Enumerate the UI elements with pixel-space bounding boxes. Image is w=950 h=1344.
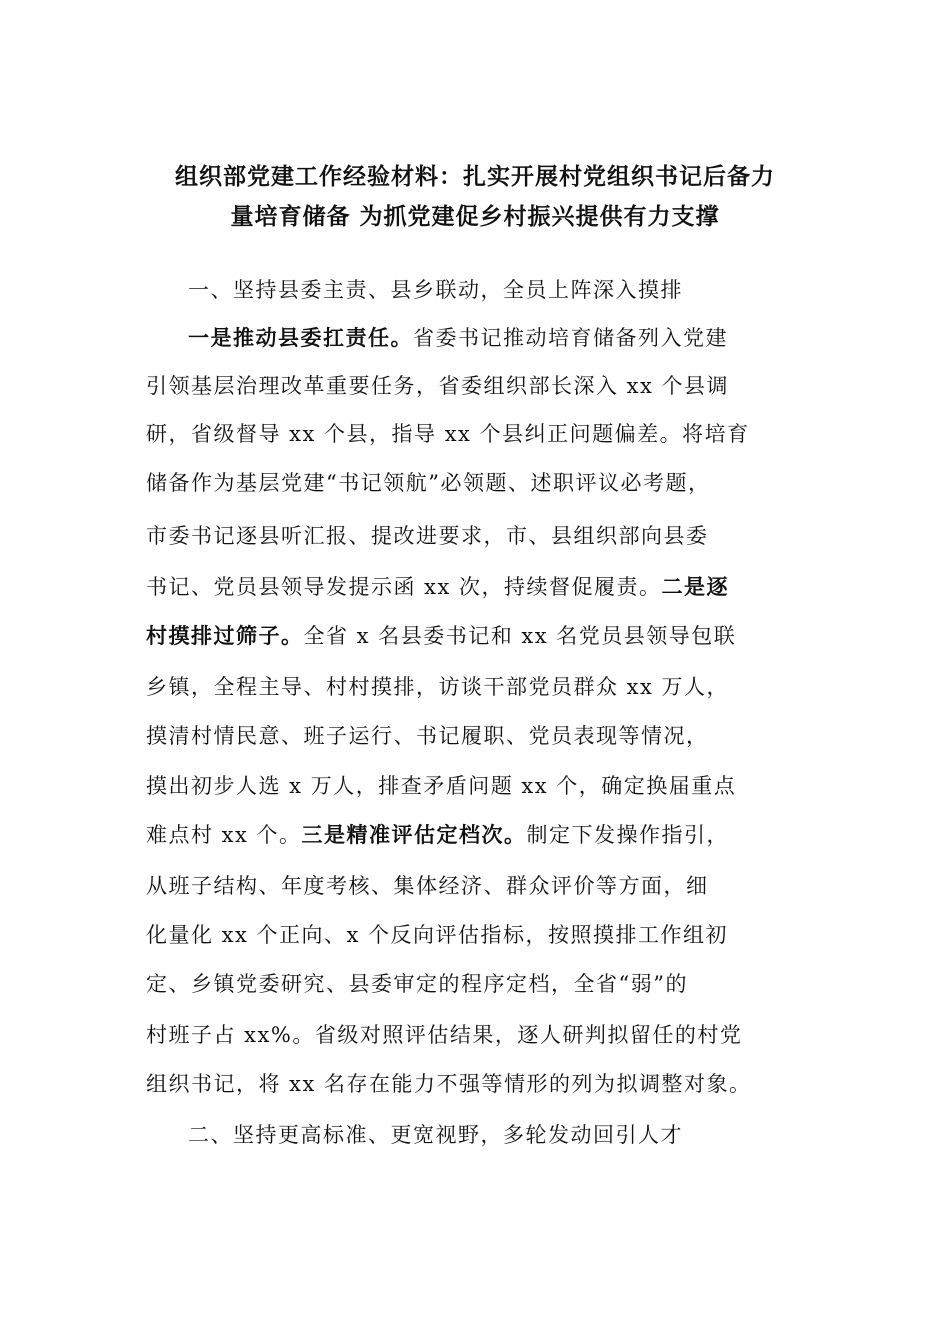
body-text: 引领基层治理改革重要任务，省委组织部长深入 xx 个县调 — [146, 374, 730, 398]
body-line-11 — [146, 819, 729, 851]
body-line-5 — [146, 520, 709, 552]
section-1-heading: 一、坚持县委主责、县乡联动，全员上阵深入摸排 — [188, 278, 683, 302]
body-text-after: 制定下发操作指引， — [526, 823, 730, 847]
bold-lead: 村摸排过筛子。 — [146, 624, 304, 648]
body-line-15 — [146, 1019, 742, 1051]
body-line-13 — [146, 919, 728, 951]
body-text: 市委书记逐县听汇报、提改进要求，市、县组织部向县委 — [146, 524, 709, 548]
body-line-4 — [146, 467, 710, 499]
body-line-16 — [146, 1068, 752, 1100]
document-title — [120, 157, 830, 237]
body-line-3 — [146, 418, 750, 450]
body-line-7 — [146, 620, 736, 652]
body-line-14 — [146, 968, 688, 1000]
body-line-6 — [146, 571, 729, 603]
body-text: 储备作为基层党建“书记领航”必领题、述职评议必考题， — [146, 471, 711, 495]
body-text: 乡镇，全程主导、村村摸排，访谈干部党员群众 xx 万人， — [146, 675, 730, 699]
body-text: 从班子结构、年度考核、集体经济、群众评价等方面，细 — [146, 874, 709, 898]
body-text: 书记、党员县领导发提示函 xx 次，持续督促履责。 — [146, 575, 662, 599]
body-line-12 — [146, 870, 709, 902]
body-line-2 — [146, 370, 729, 402]
body-text: 全省 x 名县委书记和 xx 名党员县领导包联 — [303, 624, 737, 648]
body-line-10 — [146, 770, 736, 802]
body-text: 组织书记，将 xx 名存在能力不强等情形的列为拟调整对象。 — [146, 1072, 752, 1096]
body-text: 研，省级督导 xx 个县，指导 xx 个县纠正问题偏差。将培育 — [146, 422, 750, 446]
bold-tail: 二是逐 — [661, 575, 730, 599]
body-text: 定、乡镇党委研究、县委审定的程序定档，全省“弱”的 — [146, 972, 688, 996]
body-text: 化量化 xx 个正向、x 个反向评估指标，按照摸排工作组初 — [146, 923, 729, 947]
bold-mid: 三是精准评估定档次。 — [301, 823, 527, 847]
body-text: 省委书记推动培育储备列入党建 — [413, 326, 728, 350]
body-text: 难点村 xx 个。 — [146, 823, 302, 847]
body-line-9 — [146, 720, 709, 752]
body-line-1 — [188, 322, 728, 354]
section-2-heading: 二、坚持更高标准、更宽视野，多轮发动回引人才 — [188, 1123, 683, 1147]
body-line-8 — [146, 671, 729, 703]
body-text: 摸清村情民意、班子运行、书记履职、党员表现等情况， — [146, 724, 709, 748]
body-text: 村班子占 xx%。省级对照评估结果，逐人研判拟留任的村党 — [146, 1023, 743, 1047]
title-line-1: 组织部党建工作经验材料：扎实开展村党组织书记后备力 — [175, 164, 775, 190]
body-text: 摸出初步人选 x 万人，排查矛盾问题 xx 个，确定换届重点 — [146, 774, 737, 798]
bold-lead: 一是推动县委扛责任。 — [188, 326, 413, 350]
title-line-2: 量培育储备 为抓党建促乡村振兴提供有力支撑 — [230, 204, 720, 230]
